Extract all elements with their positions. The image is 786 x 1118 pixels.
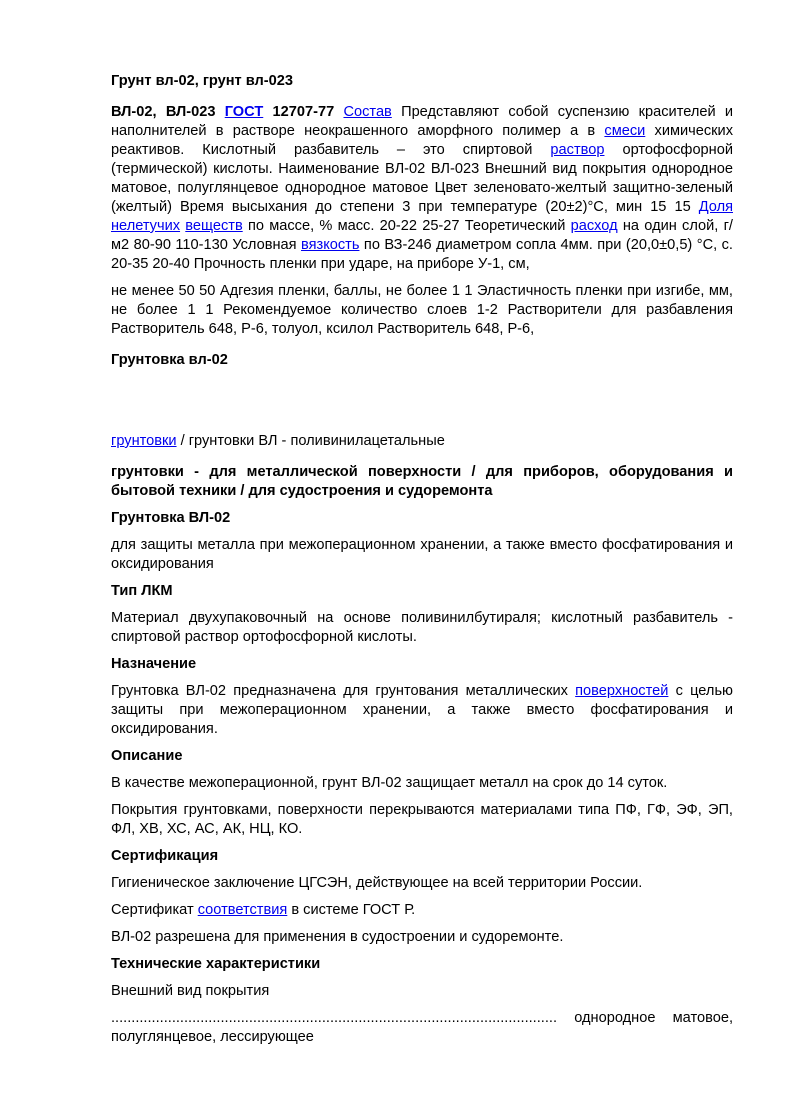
description-heading: Описание	[111, 748, 183, 764]
neletuchih-link[interactable]: нелетучих	[111, 218, 181, 234]
veshestv-link[interactable]: веществ	[185, 218, 243, 234]
purpose-heading: Назначение	[111, 656, 197, 672]
tech-value-2: полуглянцевое, лессирующее	[111, 1029, 314, 1045]
tech-value-1: однородное матовое,	[574, 1010, 733, 1026]
rastvor-link[interactable]: раствор	[550, 142, 605, 158]
cert-2-text-2: в системе ГОСТ Р.	[291, 902, 416, 918]
sootvetstviya-link[interactable]: соответствия	[197, 902, 288, 918]
gost-number: 12707-77	[272, 104, 335, 120]
tech-dots: ..............................................................................................................	[111, 1010, 558, 1026]
product-desc: для защиты металла при межоперационном хранении, а также вместо фосфатирования и оксидирования	[111, 537, 733, 572]
description-1: В качестве межоперационной, грунт ВЛ-02 защищает металл на срок до 14 суток.	[111, 775, 668, 791]
intro-text-5: на один слой, г/м2 80-90 110-130 Условная	[111, 218, 733, 253]
gost-link[interactable]: ГОСТ	[224, 104, 264, 120]
rashod-link[interactable]: расход	[570, 218, 618, 234]
tech-label: Внешний вид покрытия	[111, 983, 270, 999]
categories: грунтовки - для металлической поверхности / для приборов, оборудования и бытовой техники / для судостроения и судоремонта	[111, 464, 733, 499]
intro-text-1: Представляют собой суспензию красителей и наполнителей в растворе неокрашенного аморфного полимер а в	[111, 104, 734, 139]
breadcrumb	[111, 432, 733, 451]
poverhnostey-link[interactable]: поверхностей	[575, 683, 669, 699]
cert-2	[111, 901, 733, 920]
properties-paragraph: не менее 50 50 Адгезия пленки, баллы, не более 1 1 Эластичность пленки при изгибе, мм, не более 1 1 Рекомендуемое количество слоев 1-2 Растворители для разбавления Растворитель 648, Р-6, толуол, ксилол Растворитель 648, Р-6,	[111, 283, 733, 337]
document-title: Грунт вл-02, грунт вл-023	[111, 73, 294, 89]
breadcrumb-link[interactable]: грунтовки	[111, 433, 177, 449]
description-2: Покрытия грунтовками, поверхности перекрываются материалами типа ПФ, ГФ, ЭФ, ЭП, ФЛ, ХВ, ХС, АС, АК, НЦ, КО.	[111, 802, 733, 837]
intro-text-3: ортофосфорной (термической) кислоты. Наименование ВЛ-02 ВЛ-023 Внешний вид покрытия однородное матовое, полуглянцевое однородное матовое Цвет зеленовато-желтый защитно-зеленый (желтый) Время высыхания до степени 3 при температуре (20±2)°С, мин 15 15	[111, 142, 734, 215]
tech-row	[111, 1009, 733, 1047]
dolya-link[interactable]: Доля	[698, 199, 733, 215]
smesi-link[interactable]: смеси	[604, 123, 646, 139]
intro-text-6: по ВЗ-246 диаметром сопла 4мм. при (20,0±0,5) °С, с. 20-35 20-40 Прочность пленки при ударе, на приборе У-1, см,	[111, 237, 733, 272]
lkm-text: Материал двухупаковочный на основе поливинилбутираля; кислотный разбавитель - спиртовой раствор ортофосфорной кислоты.	[111, 610, 733, 645]
cert-2-text-1: Сертификат	[111, 902, 194, 918]
document-page	[111, 72, 733, 1047]
intro-text-4: по массе, % масс. 20-22 25-27 Теоретический	[247, 218, 566, 234]
intro-text-2: химических реактивов. Кислотный разбавитель – это спиртовой	[111, 123, 733, 158]
intro-lead: ВЛ-02, ВЛ-023	[111, 104, 216, 120]
cert-1: Гигиеническое заключение ЦГСЭН, действующее на всей территории России.	[111, 875, 643, 891]
cert-3: ВЛ-02 разрешена для применения в судостроении и судоремонте.	[111, 929, 564, 945]
tech-heading: Технические характеристики	[111, 956, 321, 972]
cert-heading: Сертификация	[111, 848, 219, 864]
lkm-heading: Тип ЛКМ	[111, 583, 173, 599]
sostav-link[interactable]: Состав	[343, 104, 392, 120]
breadcrumb-rest: / грунтовки ВЛ - поливинилацетальные	[180, 433, 445, 449]
intro-paragraph	[111, 103, 733, 274]
product-title: Грунтовка ВЛ-02	[111, 510, 231, 526]
gruntovka-heading: Грунтовка вл-02	[111, 352, 228, 368]
vyazkost-link[interactable]: вязкость	[301, 237, 360, 253]
purpose-text-2: с целью защиты при межоперационном хранении, а также вместо фосфатирования и оксидирования.	[111, 683, 733, 737]
purpose-text-1: Грунтовка ВЛ-02 предназначена для грунтования металлических	[111, 683, 568, 699]
purpose-text	[111, 682, 733, 739]
